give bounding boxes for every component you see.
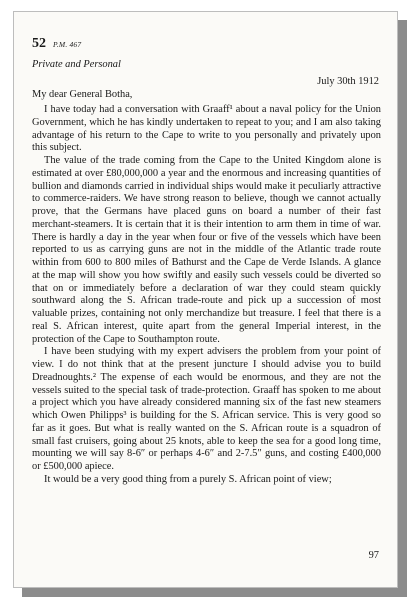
letter-date: July 30th 1912 bbox=[317, 76, 379, 87]
document-reference: P.M. 467 bbox=[53, 40, 82, 49]
page-header bbox=[32, 34, 81, 52]
paragraph: I have been studying with my expert advisers the problem from your point of view. I do not think that at the present juncture I should advise you to build Dreadnoughts.² The expense of each would be enormous, and they are not the vessels suited to the special task of trade-protection. Graaff has spoken to me about a project which you have already considered manning six of the fast new steamers which Owen Philipps³ is building for the S. African service. This is very good so far as it goes. But what is really wanted on the S. African route is a squadron of small fast cruisers, going about 25 knots, able to keep the sea for a good long time, mounting we will say 8-6″ or perhaps 4-6″ and 2-7.5″ guns, and costing £400,000 or £500,000 apiece. bbox=[32, 346, 381, 472]
page-folio: 97 bbox=[368, 550, 379, 561]
paragraph: I have today had a conversation with Graaff¹ about a naval policy for the Union Government, which he has kindly undertaken to repeat to you; and I am also taking advantage of his return to the Cape to write to you personally and privately upon this subject. bbox=[32, 104, 381, 154]
document-number: 52 bbox=[32, 36, 46, 51]
paragraph: The value of the trade coming from the Cape to the United Kingdom alone is estimated at over £80,000,000 a year and the enormous and increasing quantities of bullion and diamonds carried in individual ships would make it peculiarly attractive to commerce-raiders. We have strong reason to believe, though we cannot actually prove, that the Germans have placed guns on board a number of their fast merchant-steamers. It is certain that it is their intention to arm them in time of war. There is hardly a day in the year when four or five of the vessels which have been reported to us as carrying guns are not in the middle of the Atlantic trade route within from 600 to 800 miles of Bathurst and the Cape de Verde Islands. A glance at the map will show you how swiftly and easily such vessels could be diverted so that on or immediately before a declaration of war they could steam quickly southward along the S. African trade-route and pick up a succession of most valuable prizes, containing not only merchandize but treasure. I feel that there is a real S. African interest, quite apart from the general Imperial interest, in the protection of the Cape to Southampton route. bbox=[32, 155, 381, 345]
letter-body bbox=[32, 104, 381, 487]
paragraph: It would be a very good thing from a purely S. African point of view; bbox=[44, 473, 332, 485]
book-page bbox=[13, 11, 398, 588]
letter-salutation: My dear General Botha, bbox=[32, 89, 133, 100]
letter-heading: Private and Personal bbox=[32, 59, 121, 70]
